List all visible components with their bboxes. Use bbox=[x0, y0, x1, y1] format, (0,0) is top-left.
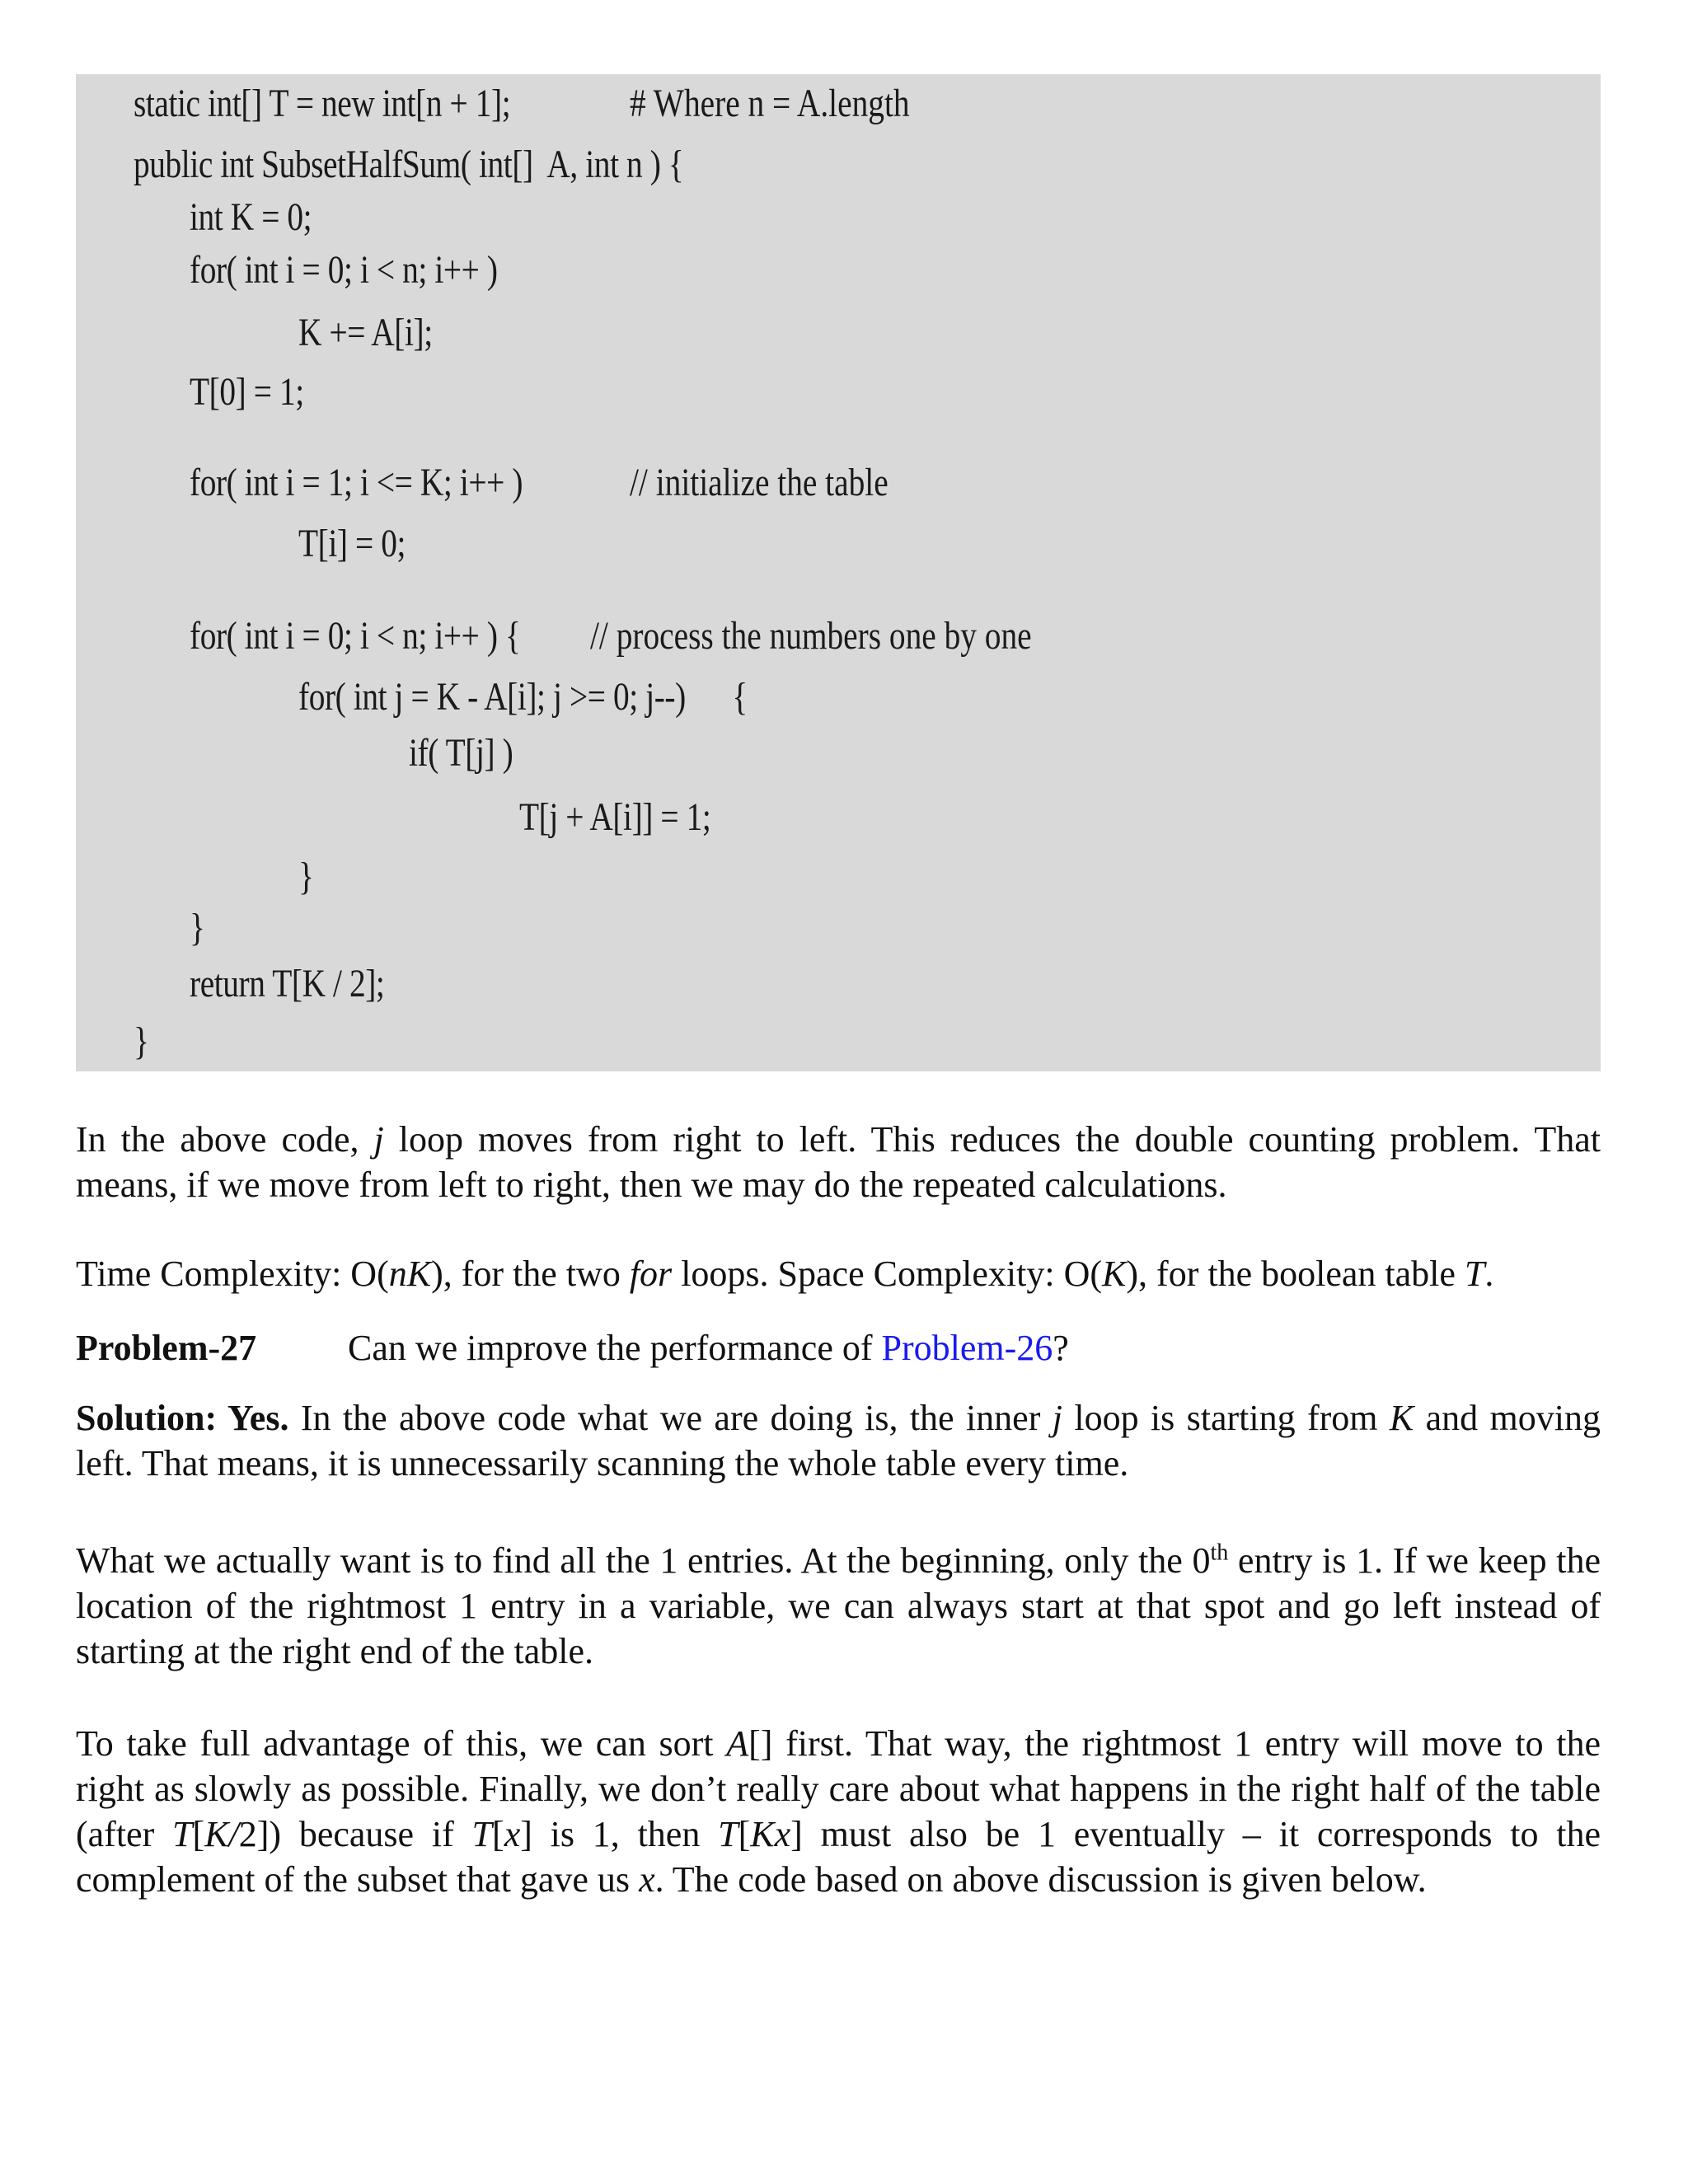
code-block bbox=[76, 74, 1601, 1071]
code-line: K += A[i]; bbox=[298, 311, 433, 354]
code-line: for( int i = 0; i < n; i++ ) bbox=[190, 248, 498, 292]
paragraph-sort-advantage: To take full advantage of this, we can sort A[] first. That way, the rightmost 1 entry will move to the right as slowly as possible. Finally, we don’t really care about what happens in the right half of the table (after T[K/2]) because if T[x] is 1, then T[Kx] must also be 1 eventually – it corresponds to the complement of the subset that gave us x. The code based on above discussion is given below. bbox=[76, 1723, 1601, 1900]
code-line: } bbox=[298, 855, 314, 898]
code-line: if( T[j] ) bbox=[409, 731, 513, 775]
code-comment: # Where n = A.length bbox=[630, 82, 910, 125]
solution-label: Solution: Yes. bbox=[76, 1398, 289, 1438]
solution-paragraph: Solution: Yes. In the above code what we are doing is, the inner j loop is starting from K and moving left. That means, it is unnecessarily scanning the whole table every time. bbox=[76, 1398, 1601, 1483]
code-line: return T[K / 2]; bbox=[190, 962, 385, 1005]
code-line: for( int j = K - A[i]; j >= 0; j--) { bbox=[298, 675, 748, 719]
code-line: static int[] T = new int[n + 1]; bbox=[134, 82, 511, 125]
problem-link[interactable]: Problem-26 bbox=[881, 1328, 1053, 1368]
page bbox=[76, 74, 1601, 1900]
code-line: T[0] = 1; bbox=[190, 370, 304, 414]
code-line: T[i] = 0; bbox=[298, 522, 406, 565]
code-line: for( int i = 1; i <= K; i++ ) bbox=[190, 461, 523, 504]
code-line: } bbox=[190, 906, 205, 949]
code-line: for( int i = 0; i < n; i++ ) { bbox=[190, 614, 521, 658]
code-line: int K = 0; bbox=[190, 195, 312, 239]
code-line: public int SubsetHalfSum( int[] A, int n ) { bbox=[134, 143, 684, 186]
code-comment: // initialize the table bbox=[630, 461, 889, 504]
paragraph-rightmost-entry: What we actually want is to find all the 1 entries. At the beginning, only the 0th entry is 1. If we keep the location of the rightmost 1 entry in a variable, we can always start at that spot and go left instead of starting at the right end of the table. bbox=[76, 1540, 1601, 1671]
problem-label: Problem-27 bbox=[76, 1328, 257, 1368]
paragraph-loop-direction: In the above code, j loop moves from right to left. This reduces the double counting problem. That means, if we move from left to right, then we may do the repeated calculations. bbox=[76, 1119, 1601, 1205]
code-line: } bbox=[134, 1019, 149, 1063]
code-line: T[j + A[i]] = 1; bbox=[519, 795, 711, 839]
paragraph-complexity: Time Complexity: O(nK), for the two for loops. Space Complexity: O(K), for the boolean table T. bbox=[76, 1254, 1494, 1294]
code-comment: // process the numbers one by one bbox=[590, 614, 1032, 658]
problem-statement: Problem-27 Can we improve the performance of Problem-26? bbox=[76, 1325, 1601, 1371]
